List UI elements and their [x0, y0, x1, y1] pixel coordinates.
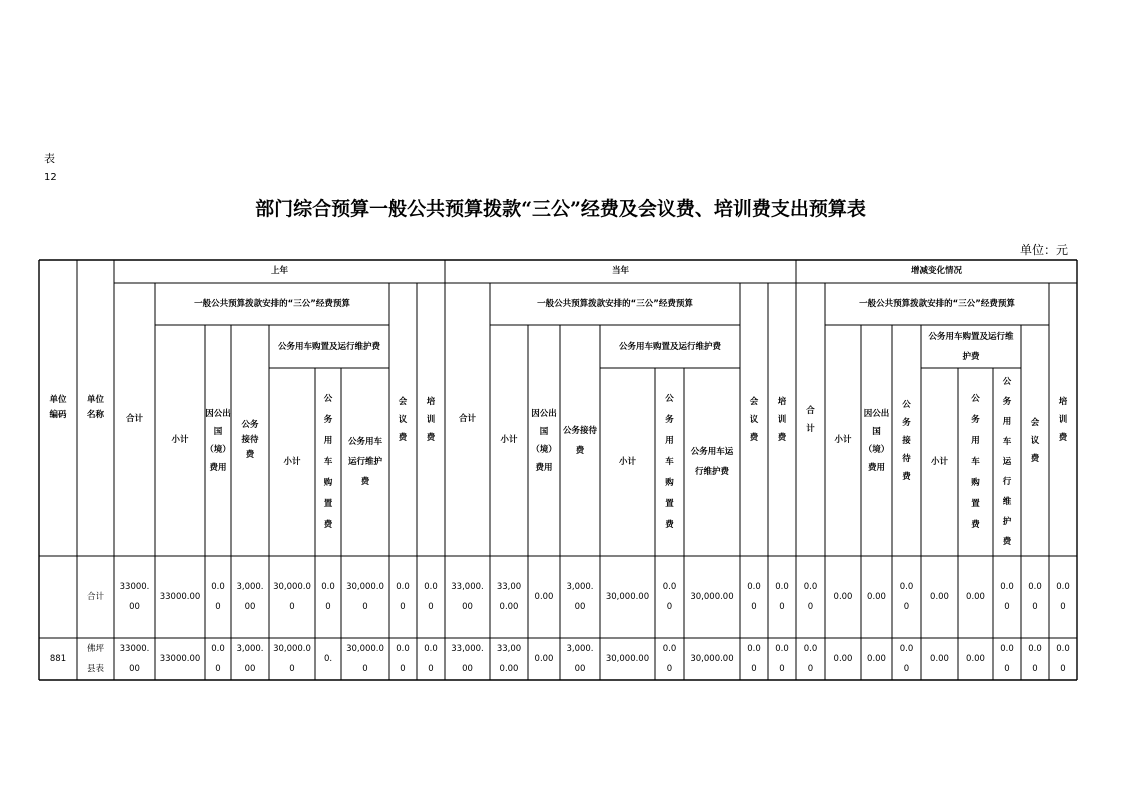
table-cell: 0.00	[899, 644, 914, 674]
table-cell: 0.00	[803, 644, 818, 674]
table-cell: 3,000.00	[236, 582, 264, 612]
header-curr-vehicle-operation: 公务用车运行维护费	[690, 447, 734, 477]
header-prev-subtotal: 小计	[171, 435, 189, 445]
table-cell: 0.00	[662, 582, 677, 612]
header-prev-abroad: 因公出国（境）费用	[205, 408, 231, 473]
header-prev-meeting: 会议费	[398, 396, 408, 443]
table-cell: 0.00	[396, 582, 410, 612]
table-cell: 0.00	[424, 644, 438, 674]
row-unit-name: 佛坪县表	[86, 644, 104, 674]
table-cell: 0.00	[1000, 582, 1014, 612]
header-curr-vehicle-subtotal: 小计	[618, 456, 636, 467]
table-cell: 0.00	[1028, 644, 1042, 674]
table-cell: 33,000.00	[451, 644, 484, 674]
header-prev-vehicle-group: 公务用车购置及运行维护费	[277, 341, 380, 352]
table-cell: 3,000.00	[566, 582, 594, 612]
header-change-vehicle-group: 公务用车购置及运行维护费	[928, 331, 1014, 362]
table-cell: 30,000.00	[273, 644, 311, 674]
header-curr-abroad: 因公出国（境）费用	[531, 408, 557, 473]
header-prev-general-budget: 一般公共预算拨款安排的“三公”经费预算	[194, 298, 350, 309]
header-change-total: 合计	[806, 405, 815, 434]
table-cell: 0.00	[424, 582, 438, 612]
page-title: 部门综合预算一般公共预算拨款“三公”经费及会议费、培训费支出预算表	[255, 198, 866, 220]
header-curr-reception: 公务接待费	[563, 425, 598, 456]
table-cell: 30,000.00	[605, 592, 650, 602]
table-cell: 33000.00	[119, 644, 150, 674]
table-cell: 3,000.00	[236, 644, 264, 674]
table-cell: 30,000.00	[346, 582, 384, 612]
header-change-training: 培训费	[1058, 396, 1068, 443]
header-curr-training: 培训费	[777, 396, 787, 443]
table-cell: 0.00	[662, 644, 677, 674]
header-curr-vehicle-group: 公务用车购置及运行维护费	[618, 341, 721, 352]
header-curr-year: 当年	[611, 266, 629, 276]
row-unit-code	[39, 556, 77, 638]
header-prev-reception: 公务接待费	[241, 420, 259, 460]
unit-label: 单位：元	[1020, 243, 1069, 257]
table-cell: 30,000.00	[605, 654, 650, 664]
table-cell: 33000.00	[119, 582, 150, 612]
table-cell: 33,000.00	[496, 644, 522, 674]
header-unit-code: 单位编码	[49, 395, 67, 420]
table-cell: 33,000.00	[451, 582, 484, 612]
header-change-abroad: 因公出国（境）费用	[863, 408, 890, 473]
table-cell: 0.00	[803, 582, 818, 612]
table-cell: 0.00	[211, 582, 225, 612]
header-curr-meeting: 会议费	[749, 396, 759, 443]
table-cell: 0.00	[534, 654, 554, 664]
table-cell: 0.00	[930, 654, 949, 664]
table-cell: 0.00	[747, 582, 761, 612]
header-prev-total: 合计	[125, 414, 143, 424]
table-cell: 0.00	[833, 592, 853, 602]
table-cell: 30,000.00	[690, 592, 734, 602]
table-cell: 30,000.00	[273, 582, 311, 612]
row-unit-name: 合计	[86, 592, 104, 602]
table-cell: 0.	[323, 654, 333, 664]
table-cell: 33000.00	[159, 592, 201, 602]
header-prev-vehicle-operation: 公务用车运行维护费	[347, 437, 382, 487]
table-cell: 0.00	[775, 644, 789, 674]
table-number-label: 表	[44, 152, 55, 165]
header-change-meeting: 会议费	[1030, 417, 1040, 464]
table-cell: 0.00	[966, 592, 985, 602]
header-prev-training: 培训费	[426, 396, 436, 443]
table-cell: 0.00	[833, 654, 853, 664]
table-cell: 0.00	[930, 592, 949, 602]
header-unit-name: 单位名称	[86, 395, 104, 420]
header-prev-vehicle-purchase: 公务用车购置费	[323, 393, 333, 530]
header-curr-total: 合计	[458, 414, 476, 424]
header-curr-subtotal: 小计	[500, 435, 518, 445]
table-cell: 0.00	[534, 592, 554, 602]
table-cell: 3,000.00	[566, 644, 594, 674]
table-cell: 0.00	[747, 644, 761, 674]
header-prev-year: 上年	[270, 266, 288, 276]
table-cell: 0.00	[775, 582, 789, 612]
table-cell: 0.00	[1028, 582, 1042, 612]
table-cell: 0.00	[1056, 644, 1070, 674]
table-cell: 33,000.00	[496, 582, 522, 612]
table-cell: 0.00	[1000, 644, 1014, 674]
header-change-subtotal: 小计	[834, 435, 852, 445]
table-cell: 30,000.00	[346, 644, 384, 674]
table-cell: 0.00	[211, 644, 225, 674]
table-cell: 0.00	[966, 654, 985, 664]
header-change-vehicle-operation: 公务用车运行维护费	[1002, 377, 1012, 547]
table-cell: 0.00	[1056, 582, 1070, 612]
row-unit-code: 881	[49, 654, 67, 664]
header-change-vehicle-purchase: 公务用车购置费	[971, 393, 980, 530]
header-curr-general-budget: 一般公共预算拨款安排的“三公”经费预算	[537, 298, 693, 309]
table-cell: 0.00	[867, 592, 886, 602]
header-change-reception: 公务接待费	[902, 399, 911, 482]
table-cell: 0.00	[396, 644, 410, 674]
table-cell: 0.00	[321, 582, 335, 612]
table-cell: 0.00	[867, 654, 886, 664]
table-cell: 30,000.00	[690, 654, 734, 664]
header-change: 增减变化情况	[910, 266, 962, 276]
header-change-general-budget: 一般公共预算拨款安排的“三公”经费预算	[859, 299, 1015, 309]
header-prev-vehicle-subtotal: 小计	[283, 456, 301, 467]
header-change-vehicle-subtotal: 小计	[930, 456, 948, 467]
table-number: 12	[44, 172, 57, 183]
header-curr-vehicle-purchase: 公务用车购置费	[665, 393, 674, 530]
table-cell: 0.00	[899, 582, 914, 612]
table-cell: 33000.00	[159, 654, 201, 664]
